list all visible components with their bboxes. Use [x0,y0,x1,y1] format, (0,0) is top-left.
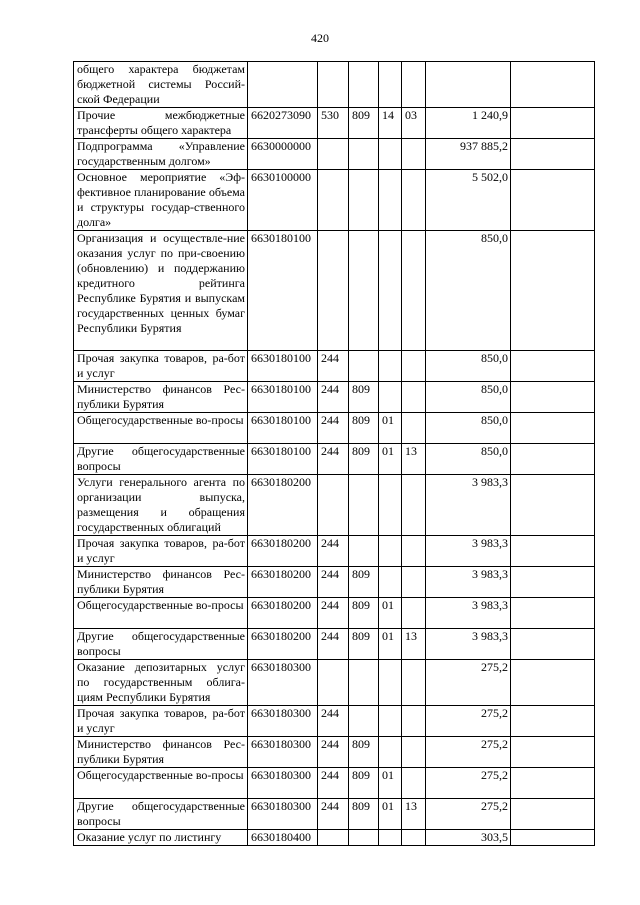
row-extra-cell [511,598,595,629]
row-rz-cell [379,351,402,382]
row-code-cell [248,62,318,108]
row-rz-cell: 01 [379,413,402,444]
row-code-cell: 6630180300 [248,768,318,799]
row-code-cell: 6630180100 [248,382,318,413]
row-rz-cell [379,830,402,846]
row-name-cell: Общегосударственные во-просы [74,598,248,629]
row-pr-cell [402,768,426,799]
row-grbs-cell [349,62,379,108]
row-name-cell: Организация и осуществле-ние оказания услуг по при-своению (обновлению) и поддержанию кредитного рейтинга Республике Бурятия и выпускам государственных ценных бумаг Республики Бурятия [74,231,248,351]
table-row [74,475,595,536]
row-extra-cell [511,108,595,139]
row-grbs-cell [349,706,379,737]
row-extra-cell [511,660,595,706]
row-pr-cell [402,62,426,108]
row-name-cell: Услуги генерального агента по организации выпуска, размещения и обращения государственных облигаций [74,475,248,536]
row-vr-cell: 244 [318,382,349,413]
row-vr-cell: 244 [318,799,349,830]
row-code-cell: 6630180200 [248,567,318,598]
row-extra-cell [511,231,595,351]
row-sum-cell: 3 983,3 [426,598,511,629]
row-pr-cell: 13 [402,444,426,475]
row-vr-cell: 244 [318,768,349,799]
row-sum-cell: 937 885,2 [426,139,511,170]
row-sum-cell: 275,2 [426,737,511,768]
row-rz-cell: 01 [379,598,402,629]
row-sum-cell [426,62,511,108]
row-vr-cell: 244 [318,413,349,444]
row-vr-cell [318,62,349,108]
row-extra-cell [511,737,595,768]
row-pr-cell [402,170,426,231]
row-grbs-cell: 809 [349,737,379,768]
row-sum-cell: 275,2 [426,799,511,830]
row-sum-cell: 3 983,3 [426,536,511,567]
row-name-cell: общего характера бюджетам бюджетной системы Россий-ской Федерации [74,62,248,108]
row-vr-cell: 244 [318,737,349,768]
row-sum-cell: 275,2 [426,660,511,706]
row-extra-cell [511,475,595,536]
row-code-cell: 6630180300 [248,737,318,768]
table-row [74,170,595,231]
row-rz-cell [379,475,402,536]
row-extra-cell [511,62,595,108]
table-row [74,351,595,382]
row-grbs-cell: 809 [349,413,379,444]
row-sum-cell: 850,0 [426,382,511,413]
row-name-cell: Подпрограмма «Управление государственным долгом» [74,139,248,170]
row-grbs-cell [349,660,379,706]
row-sum-cell: 850,0 [426,413,511,444]
row-rz-cell [379,737,402,768]
row-grbs-cell [349,170,379,231]
row-code-cell: 6630180100 [248,231,318,351]
row-rz-cell [379,231,402,351]
page-number: 420 [311,31,329,45]
row-code-cell: 6630180100 [248,444,318,475]
row-vr-cell [318,660,349,706]
table-row [74,536,595,567]
row-vr-cell: 244 [318,351,349,382]
budget-table [73,61,595,846]
row-extra-cell [511,444,595,475]
table-row [74,382,595,413]
row-sum-cell: 3 983,3 [426,475,511,536]
row-name-cell: Оказание услуг по листингу [74,830,248,846]
table-row [74,706,595,737]
row-code-cell: 6630180100 [248,351,318,382]
row-extra-cell [511,706,595,737]
row-pr-cell: 03 [402,108,426,139]
row-name-cell: Министерство финансов Рес-публики Бурятия [74,737,248,768]
row-sum-cell: 275,2 [426,768,511,799]
row-sum-cell: 275,2 [426,706,511,737]
row-rz-cell: 01 [379,799,402,830]
row-grbs-cell [349,830,379,846]
row-grbs-cell: 809 [349,567,379,598]
row-pr-cell [402,598,426,629]
row-vr-cell: 530 [318,108,349,139]
row-name-cell: Другие общегосударственные вопросы [74,629,248,660]
row-sum-cell: 3 983,3 [426,567,511,598]
row-name-cell: Общегосударственные во-просы [74,768,248,799]
row-code-cell: 6630100000 [248,170,318,231]
budget-table-body [74,62,595,846]
row-extra-cell [511,382,595,413]
row-vr-cell [318,231,349,351]
row-vr-cell: 244 [318,598,349,629]
row-vr-cell: 244 [318,567,349,598]
row-rz-cell [379,536,402,567]
row-name-cell: Прочая закупка товаров, ра-бот и услуг [74,351,248,382]
row-extra-cell [511,768,595,799]
row-rz-cell [379,170,402,231]
row-pr-cell [402,475,426,536]
row-rz-cell: 01 [379,768,402,799]
row-name-cell: Министерство финансов Рес-публики Бурятия [74,567,248,598]
row-grbs-cell [349,139,379,170]
table-row [74,768,595,799]
row-pr-cell [402,413,426,444]
row-grbs-cell [349,536,379,567]
table-row [74,231,595,351]
row-extra-cell [511,351,595,382]
row-extra-cell [511,170,595,231]
row-sum-cell: 850,0 [426,231,511,351]
table-row [74,598,595,629]
row-sum-cell: 850,0 [426,351,511,382]
row-code-cell: 6630180200 [248,598,318,629]
row-grbs-cell [349,351,379,382]
row-vr-cell [318,170,349,231]
row-grbs-cell [349,475,379,536]
table-row [74,444,595,475]
row-pr-cell [402,351,426,382]
row-name-cell: Прочая закупка товаров, ра-бот и услуг [74,536,248,567]
row-vr-cell: 244 [318,444,349,475]
table-row [74,413,595,444]
table-row [74,737,595,768]
row-code-cell: 6630180200 [248,475,318,536]
row-name-cell: Прочая закупка товаров, ра-бот и услуг [74,706,248,737]
row-rz-cell [379,567,402,598]
row-rz-cell [379,706,402,737]
row-rz-cell [379,382,402,413]
row-pr-cell [402,706,426,737]
row-extra-cell [511,567,595,598]
row-vr-cell [318,830,349,846]
row-pr-cell: 13 [402,799,426,830]
row-code-cell: 6630180100 [248,413,318,444]
row-name-cell: Другие общегосударственные вопросы [74,444,248,475]
row-name-cell: Министерство финансов Рес-публики Бурятия [74,382,248,413]
table-row [74,108,595,139]
row-extra-cell [511,413,595,444]
table-row [74,830,595,846]
row-vr-cell: 244 [318,706,349,737]
row-rz-cell [379,660,402,706]
row-vr-cell [318,139,349,170]
row-name-cell: Общегосударственные во-просы [74,413,248,444]
row-code-cell: 6630180300 [248,706,318,737]
row-extra-cell [511,799,595,830]
table-row [74,799,595,830]
row-rz-cell: 01 [379,629,402,660]
row-code-cell: 6630180200 [248,536,318,567]
row-code-cell: 6630180300 [248,799,318,830]
table-row [74,62,595,108]
row-pr-cell [402,737,426,768]
row-rz-cell [379,62,402,108]
row-name-cell: Прочие межбюджетные трансферты общего характера [74,108,248,139]
row-sum-cell: 1 240,9 [426,108,511,139]
row-name-cell: Другие общегосударственные вопросы [74,799,248,830]
row-sum-cell: 5 502,0 [426,170,511,231]
row-grbs-cell: 809 [349,799,379,830]
row-extra-cell [511,139,595,170]
row-code-cell: 6630180200 [248,629,318,660]
table-row [74,629,595,660]
row-sum-cell: 303,5 [426,830,511,846]
row-pr-cell: 13 [402,629,426,660]
row-sum-cell: 3 983,3 [426,629,511,660]
row-code-cell: 6630180400 [248,830,318,846]
row-grbs-cell: 809 [349,768,379,799]
row-grbs-cell: 809 [349,382,379,413]
table-row [74,660,595,706]
row-rz-cell: 14 [379,108,402,139]
row-vr-cell: 244 [318,536,349,567]
row-vr-cell [318,475,349,536]
row-grbs-cell [349,231,379,351]
row-vr-cell: 244 [318,629,349,660]
row-rz-cell [379,139,402,170]
row-pr-cell [402,660,426,706]
row-pr-cell [402,382,426,413]
table-row [74,139,595,170]
row-grbs-cell: 809 [349,444,379,475]
row-pr-cell [402,567,426,598]
row-code-cell: 6620273090 [248,108,318,139]
row-grbs-cell: 809 [349,108,379,139]
row-grbs-cell: 809 [349,598,379,629]
row-sum-cell: 850,0 [426,444,511,475]
row-extra-cell [511,536,595,567]
row-extra-cell [511,629,595,660]
row-name-cell: Оказание депозитарных услуг по государственным облига-циям Республики Бурятия [74,660,248,706]
row-extra-cell [511,830,595,846]
table-row [74,567,595,598]
row-pr-cell [402,231,426,351]
row-pr-cell [402,139,426,170]
row-grbs-cell: 809 [349,629,379,660]
row-pr-cell [402,830,426,846]
row-code-cell: 6630000000 [248,139,318,170]
row-rz-cell: 01 [379,444,402,475]
row-pr-cell [402,536,426,567]
row-name-cell: Основное мероприятие «Эф-фективное планирование объема и структуры государ-ственного долга» [74,170,248,231]
row-code-cell: 6630180300 [248,660,318,706]
